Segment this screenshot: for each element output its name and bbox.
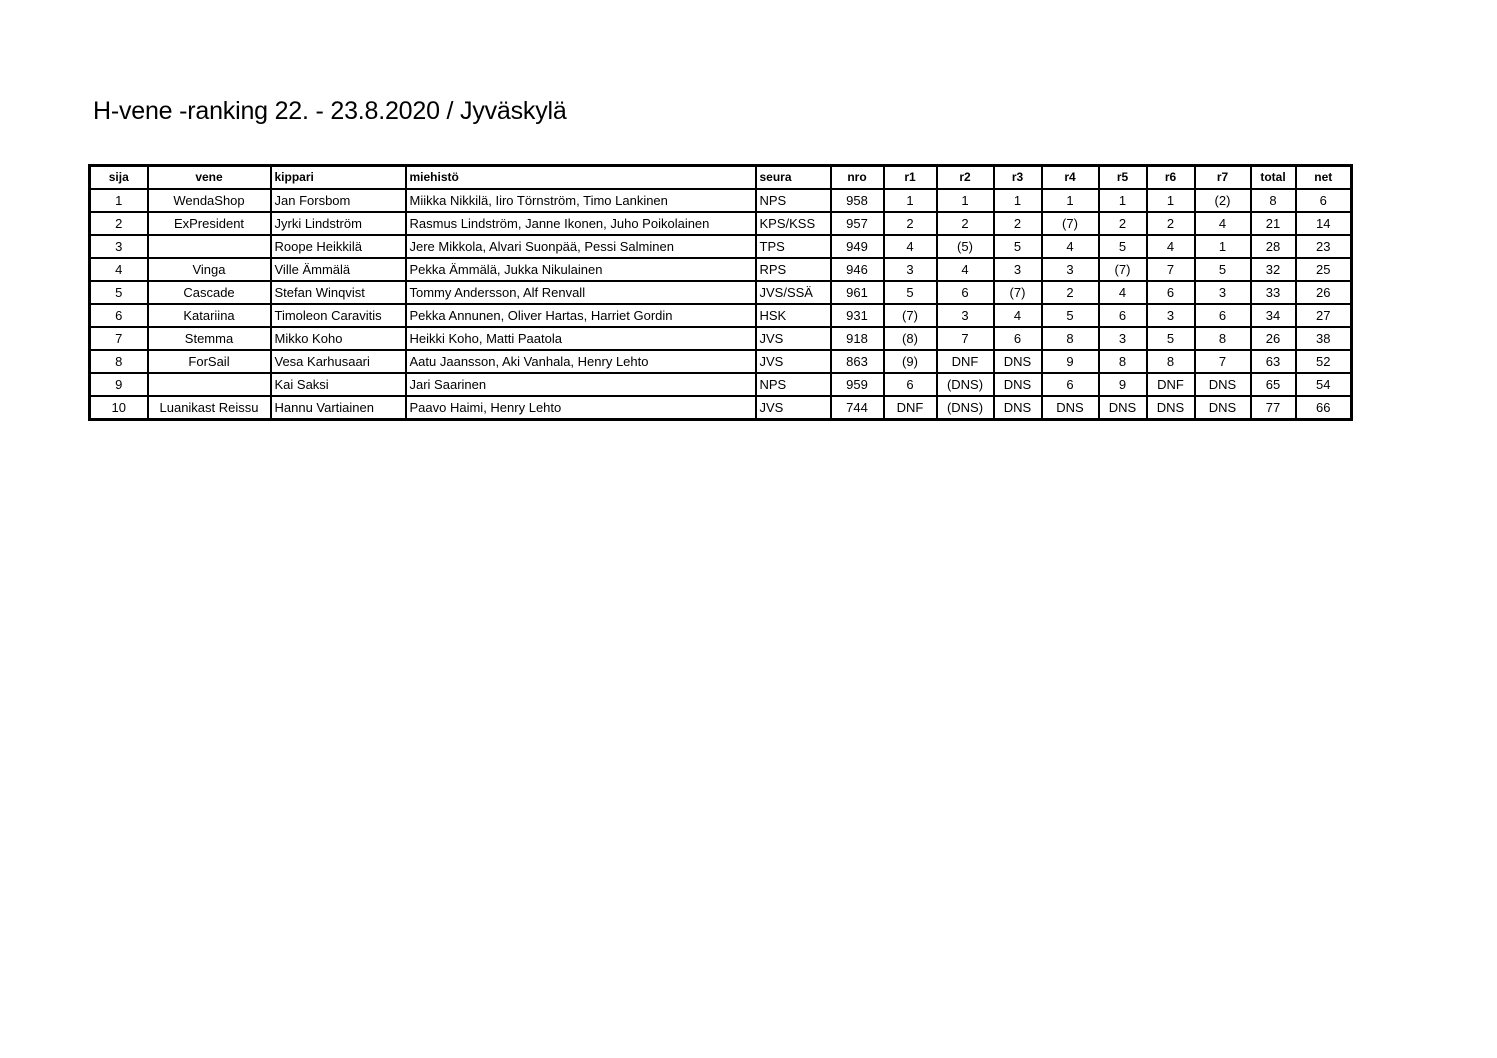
table-body: [90, 189, 1352, 420]
table-cell-r2: 4: [937, 258, 994, 281]
table-cell-vene: WendaShop: [148, 189, 271, 212]
column-header-r4: r4: [1042, 166, 1099, 190]
table-cell-nro: 744: [831, 396, 884, 420]
table-cell-miehist: Miikka Nikkilä, Iiro Törnström, Timo Lankinen: [406, 189, 756, 212]
table-cell-r1: DNF: [884, 396, 937, 420]
table-cell-nro: 931: [831, 304, 884, 327]
table-row: [90, 235, 1352, 258]
table-row: [90, 327, 1352, 350]
table-cell-r4: 1: [1042, 189, 1099, 212]
table-cell-kippari: Timoleon Caravitis: [271, 304, 406, 327]
table-cell-sija: 7: [90, 327, 148, 350]
table-cell-kippari: Mikko Koho: [271, 327, 406, 350]
column-header-net: net: [1296, 166, 1352, 190]
table-cell-r1: (8): [884, 327, 937, 350]
table-cell-total: 32: [1251, 258, 1296, 281]
table-cell-net: 23: [1296, 235, 1352, 258]
table-cell-net: 54: [1296, 373, 1352, 396]
table-cell-seura: NPS: [756, 189, 831, 212]
table-cell-seura: NPS: [756, 373, 831, 396]
table-cell-nro: 949: [831, 235, 884, 258]
table-cell-r1: 4: [884, 235, 937, 258]
table-cell-r4: DNS: [1042, 396, 1099, 420]
table-cell-r5: 4: [1099, 281, 1147, 304]
table-cell-nro: 918: [831, 327, 884, 350]
table-cell-total: 8: [1251, 189, 1296, 212]
table-cell-vene: [148, 235, 271, 258]
column-header-kippari: kippari: [271, 166, 406, 190]
table-cell-sija: 1: [90, 189, 148, 212]
table-cell-net: 27: [1296, 304, 1352, 327]
table-row: [90, 350, 1352, 373]
table-cell-net: 52: [1296, 350, 1352, 373]
table-cell-total: 26: [1251, 327, 1296, 350]
table-cell-vene: Katariina: [148, 304, 271, 327]
table-cell-r4: 8: [1042, 327, 1099, 350]
table-cell-r4: (7): [1042, 212, 1099, 235]
column-header-nro: nro: [831, 166, 884, 190]
table-cell-r4: 3: [1042, 258, 1099, 281]
table-cell-r3: 2: [994, 212, 1042, 235]
table-cell-r2: 3: [937, 304, 994, 327]
table-cell-nro: 863: [831, 350, 884, 373]
table-cell-r2: 2: [937, 212, 994, 235]
table-cell-miehist: Tommy Andersson, Alf Renvall: [406, 281, 756, 304]
table-cell-miehist: Aatu Jaansson, Aki Vanhala, Henry Lehto: [406, 350, 756, 373]
table-cell-kippari: Jan Forsbom: [271, 189, 406, 212]
table-cell-r4: 6: [1042, 373, 1099, 396]
table-row: [90, 396, 1352, 420]
table-cell-miehist: Pekka Annunen, Oliver Hartas, Harriet Gordin: [406, 304, 756, 327]
table-cell-miehist: Pekka Ämmälä, Jukka Nikulainen: [406, 258, 756, 281]
table-row: [90, 281, 1352, 304]
table-cell-r7: 1: [1195, 235, 1251, 258]
table-cell-sija: 8: [90, 350, 148, 373]
table-cell-total: 21: [1251, 212, 1296, 235]
table-cell-sija: 2: [90, 212, 148, 235]
table-cell-net: 66: [1296, 396, 1352, 420]
table-cell-total: 77: [1251, 396, 1296, 420]
table-cell-r2: (5): [937, 235, 994, 258]
table-cell-miehist: Rasmus Lindström, Janne Ikonen, Juho Poikolainen: [406, 212, 756, 235]
table-cell-vene: ForSail: [148, 350, 271, 373]
table-cell-seura: JVS: [756, 396, 831, 420]
column-header-seura: seura: [756, 166, 831, 190]
table-cell-miehist: Jari Saarinen: [406, 373, 756, 396]
table-cell-kippari: Stefan Winqvist: [271, 281, 406, 304]
table-header-row: [90, 166, 1352, 190]
table-row: [90, 189, 1352, 212]
table-cell-r2: DNF: [937, 350, 994, 373]
table-cell-r5: 2: [1099, 212, 1147, 235]
table-cell-r3: (7): [994, 281, 1042, 304]
table-cell-r1: (7): [884, 304, 937, 327]
table-cell-sija: 10: [90, 396, 148, 420]
table-cell-r3: 4: [994, 304, 1042, 327]
table-cell-r6: 5: [1147, 327, 1195, 350]
table-cell-r7: DNS: [1195, 373, 1251, 396]
table-cell-r2: 1: [937, 189, 994, 212]
table-cell-r6: DNF: [1147, 373, 1195, 396]
table-cell-r3: 6: [994, 327, 1042, 350]
table-cell-miehist: Jere Mikkola, Alvari Suonpää, Pessi Salminen: [406, 235, 756, 258]
table-cell-r6: 6: [1147, 281, 1195, 304]
column-header-r7: r7: [1195, 166, 1251, 190]
table-row: [90, 373, 1352, 396]
table-cell-r3: 3: [994, 258, 1042, 281]
table-cell-r7: 5: [1195, 258, 1251, 281]
table-cell-r2: 7: [937, 327, 994, 350]
table-cell-r5: 8: [1099, 350, 1147, 373]
table-cell-r2: (DNS): [937, 396, 994, 420]
table-cell-kippari: Hannu Vartiainen: [271, 396, 406, 420]
table-cell-r4: 4: [1042, 235, 1099, 258]
table-cell-r3: DNS: [994, 373, 1042, 396]
table-cell-seura: RPS: [756, 258, 831, 281]
table-cell-r6: 2: [1147, 212, 1195, 235]
table-cell-r6: DNS: [1147, 396, 1195, 420]
table-cell-net: 26: [1296, 281, 1352, 304]
table-cell-seura: JVS: [756, 350, 831, 373]
table-cell-r1: (9): [884, 350, 937, 373]
table-cell-r1: 5: [884, 281, 937, 304]
table-cell-r5: 6: [1099, 304, 1147, 327]
table-cell-r1: 6: [884, 373, 937, 396]
table-cell-r4: 5: [1042, 304, 1099, 327]
table-cell-r6: 3: [1147, 304, 1195, 327]
table-cell-seura: JVS/SSÄ: [756, 281, 831, 304]
table-cell-net: 6: [1296, 189, 1352, 212]
table-cell-r4: 2: [1042, 281, 1099, 304]
table-cell-r3: 1: [994, 189, 1042, 212]
table-cell-r6: 8: [1147, 350, 1195, 373]
column-header-r3: r3: [994, 166, 1042, 190]
column-header-r5: r5: [1099, 166, 1147, 190]
table-cell-r7: 3: [1195, 281, 1251, 304]
table-cell-r2: 6: [937, 281, 994, 304]
table-cell-nro: 946: [831, 258, 884, 281]
table-cell-vene: Luanikast Reissu: [148, 396, 271, 420]
table-cell-r3: DNS: [994, 350, 1042, 373]
table-cell-vene: ExPresident: [148, 212, 271, 235]
table-cell-r5: DNS: [1099, 396, 1147, 420]
table-cell-r1: 1: [884, 189, 937, 212]
table-cell-total: 63: [1251, 350, 1296, 373]
table-cell-nro: 959: [831, 373, 884, 396]
table-cell-net: 38: [1296, 327, 1352, 350]
table-cell-r7: 7: [1195, 350, 1251, 373]
table-cell-vene: [148, 373, 271, 396]
table-cell-miehist: Heikki Koho, Matti Paatola: [406, 327, 756, 350]
table-cell-miehist: Paavo Haimi, Henry Lehto: [406, 396, 756, 420]
page-title: H-vene -ranking 22. - 23.8.2020 / Jyväskylä: [93, 97, 567, 125]
table-cell-r1: 2: [884, 212, 937, 235]
table-cell-vene: Cascade: [148, 281, 271, 304]
table-cell-sija: 4: [90, 258, 148, 281]
table-cell-total: 28: [1251, 235, 1296, 258]
column-header-r6: r6: [1147, 166, 1195, 190]
table-cell-net: 25: [1296, 258, 1352, 281]
table-cell-kippari: Vesa Karhusaari: [271, 350, 406, 373]
table-cell-r5: 9: [1099, 373, 1147, 396]
table-cell-kippari: Ville Ämmälä: [271, 258, 406, 281]
table-cell-r7: 4: [1195, 212, 1251, 235]
table-row: [90, 212, 1352, 235]
table-cell-r3: DNS: [994, 396, 1042, 420]
table-cell-kippari: Jyrki Lindström: [271, 212, 406, 235]
table-cell-r1: 3: [884, 258, 937, 281]
table-cell-r7: (2): [1195, 189, 1251, 212]
table-cell-r7: DNS: [1195, 396, 1251, 420]
table-cell-r6: 7: [1147, 258, 1195, 281]
table-cell-total: 33: [1251, 281, 1296, 304]
table-cell-sija: 3: [90, 235, 148, 258]
column-header-total: total: [1251, 166, 1296, 190]
table-cell-total: 65: [1251, 373, 1296, 396]
table-cell-vene: Vinga: [148, 258, 271, 281]
column-header-sija: sija: [90, 166, 148, 190]
column-header-vene: vene: [148, 166, 271, 190]
table-cell-r5: 5: [1099, 235, 1147, 258]
table-cell-seura: KPS/KSS: [756, 212, 831, 235]
table-cell-seura: JVS: [756, 327, 831, 350]
table-cell-r2: (DNS): [937, 373, 994, 396]
table-cell-r7: 8: [1195, 327, 1251, 350]
table-cell-r6: 4: [1147, 235, 1195, 258]
table-cell-kippari: Roope Heikkilä: [271, 235, 406, 258]
table-cell-r3: 5: [994, 235, 1042, 258]
table-row: [90, 304, 1352, 327]
column-header-r2: r2: [937, 166, 994, 190]
column-header-r1: r1: [884, 166, 937, 190]
table-cell-r5: 1: [1099, 189, 1147, 212]
table-cell-vene: Stemma: [148, 327, 271, 350]
table-cell-sija: 6: [90, 304, 148, 327]
table-cell-r5: 3: [1099, 327, 1147, 350]
table-cell-nro: 961: [831, 281, 884, 304]
table-cell-seura: TPS: [756, 235, 831, 258]
table-cell-kippari: Kai Saksi: [271, 373, 406, 396]
table-cell-r6: 1: [1147, 189, 1195, 212]
table-cell-nro: 958: [831, 189, 884, 212]
table-cell-nro: 957: [831, 212, 884, 235]
table-cell-r7: 6: [1195, 304, 1251, 327]
table-row: [90, 258, 1352, 281]
table-cell-net: 14: [1296, 212, 1352, 235]
table-cell-seura: HSK: [756, 304, 831, 327]
table-cell-sija: 9: [90, 373, 148, 396]
table-cell-total: 34: [1251, 304, 1296, 327]
results-table: [88, 164, 1353, 421]
column-header-miehist: miehistö: [406, 166, 756, 190]
table-cell-r4: 9: [1042, 350, 1099, 373]
table-cell-r5: (7): [1099, 258, 1147, 281]
table-cell-sija: 5: [90, 281, 148, 304]
